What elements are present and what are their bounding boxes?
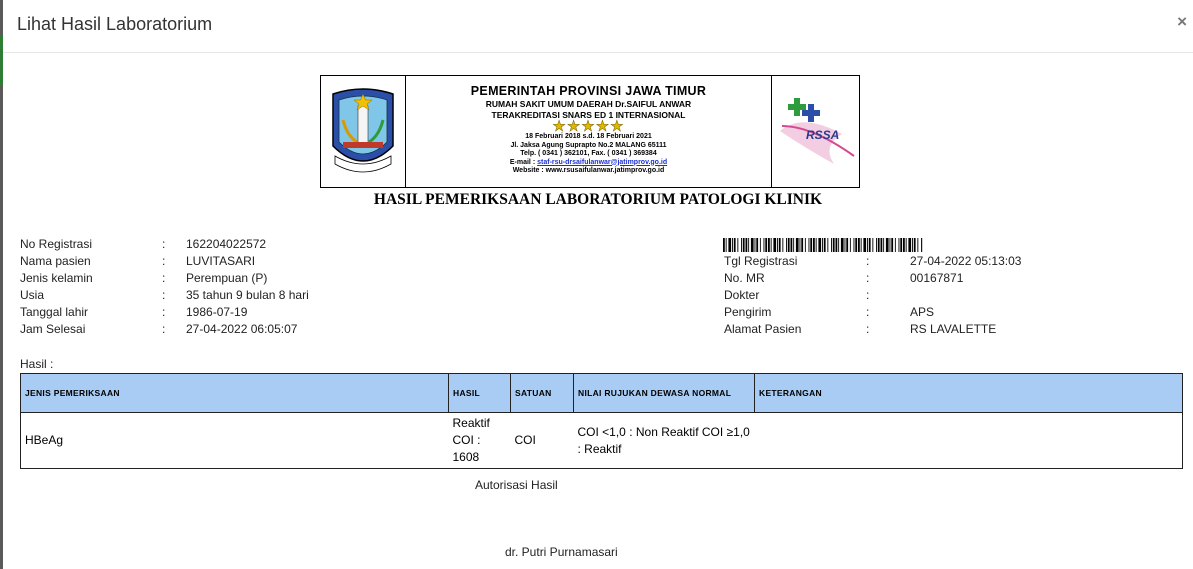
patient-info-right bbox=[724, 254, 1164, 339]
barcode-bar bbox=[841, 238, 844, 252]
barcode-bar bbox=[732, 238, 733, 252]
barcode-bar bbox=[818, 238, 821, 252]
government-name: PEMERINTAH PROVINSI JAWA TIMUR bbox=[470, 84, 707, 98]
barcode-bar bbox=[765, 238, 767, 252]
barcode-bar bbox=[813, 238, 815, 252]
east-java-emblem-icon bbox=[321, 76, 406, 187]
column-header-unit: SATUAN bbox=[511, 374, 574, 413]
medical-record-number: 00167871 bbox=[910, 271, 964, 285]
info-label: Tgl Registrasi bbox=[724, 254, 798, 268]
barcode-bar bbox=[890, 238, 891, 252]
barcode-bar bbox=[760, 238, 761, 252]
test-reference: COI <1,0 : Non Reaktif COI ≥1,0 : Reaktif bbox=[574, 413, 755, 469]
barcode-bar bbox=[741, 238, 742, 252]
info-row bbox=[724, 288, 1164, 305]
barcode-bar bbox=[805, 238, 806, 252]
info-label: Alamat Pasien bbox=[724, 322, 802, 336]
barcode-bar bbox=[734, 238, 736, 252]
barcode-bar bbox=[845, 238, 846, 252]
column-header-reference: NILAI RUJUKAN DEWASA NORMAL bbox=[574, 374, 755, 413]
rssa-logo-text: RSSA bbox=[806, 128, 840, 142]
test-unit: COI bbox=[511, 413, 574, 469]
accreditation: TERAKREDITASI SNARS ED 1 INTERNASIONAL bbox=[491, 110, 686, 120]
registration-number: 162204022572 bbox=[186, 237, 267, 251]
barcode-bar bbox=[771, 238, 772, 252]
info-colon: : bbox=[162, 254, 166, 268]
barcode-bar bbox=[827, 238, 828, 252]
barcode-bar bbox=[793, 238, 794, 252]
info-colon: : bbox=[162, 271, 166, 285]
info-label: Pengirim bbox=[724, 305, 772, 319]
barcode-bar bbox=[726, 238, 727, 252]
info-label: Nama pasien bbox=[20, 254, 91, 268]
results-label: Hasil : bbox=[20, 357, 54, 371]
barcode-bar bbox=[773, 238, 776, 252]
info-row bbox=[20, 305, 420, 322]
modal-header bbox=[3, 0, 1193, 53]
column-header-result: HASIL bbox=[449, 374, 511, 413]
hospital-address: Jl. Jaksa Agung Suprapto No.2 MALANG 65111 bbox=[510, 141, 667, 149]
test-notes bbox=[755, 413, 1183, 469]
barcode-bar bbox=[824, 238, 826, 252]
barcode-bar bbox=[906, 238, 907, 252]
patient-birthdate: 1986-07-19 bbox=[186, 305, 248, 319]
lab-result-modal bbox=[3, 0, 1193, 569]
info-colon: : bbox=[866, 305, 870, 319]
barcode-bar bbox=[912, 238, 913, 252]
barcode-bar bbox=[891, 238, 893, 252]
barcode-bar bbox=[728, 238, 731, 252]
barcode-bar bbox=[810, 238, 812, 252]
barcode-icon bbox=[723, 238, 923, 252]
barcode-bar bbox=[737, 238, 738, 252]
barcode-bar bbox=[855, 238, 857, 252]
barcode-bar bbox=[903, 238, 905, 252]
info-label: Usia bbox=[20, 288, 45, 302]
info-row bbox=[724, 271, 1164, 288]
barcode-bar bbox=[756, 238, 758, 252]
barcode-bar bbox=[801, 238, 803, 252]
hospital-name: RUMAH SAKIT UMUM DAERAH Dr.SAIFUL ANWAR bbox=[485, 99, 692, 109]
barcode-bar bbox=[791, 238, 793, 252]
barcode-bar bbox=[917, 238, 918, 252]
barcode-bar bbox=[886, 238, 889, 252]
barcode-bar bbox=[854, 238, 855, 252]
hospital-email-line bbox=[406, 159, 771, 168]
info-label: Dokter bbox=[724, 288, 760, 302]
barcode-bar bbox=[743, 238, 745, 252]
barcode-bar bbox=[863, 238, 866, 252]
barcode-bar bbox=[751, 238, 754, 252]
barcode-bar bbox=[895, 238, 896, 252]
barcode-bar bbox=[816, 238, 817, 252]
info-colon: : bbox=[866, 322, 870, 336]
barcode-bar bbox=[755, 238, 756, 252]
completion-time: 27-04-2022 06:05:07 bbox=[186, 322, 298, 336]
results-table bbox=[20, 373, 1183, 469]
letterhead bbox=[320, 75, 860, 188]
info-row bbox=[20, 322, 420, 339]
barcode-bar bbox=[836, 238, 838, 252]
email-label: E-mail : bbox=[509, 158, 536, 166]
barcode-bar bbox=[786, 238, 787, 252]
report-title: HASIL PEMERIKSAAN LABORATORIUM PATOLOGI KLINIK bbox=[373, 191, 823, 208]
barcode-bar bbox=[878, 238, 880, 252]
info-row bbox=[20, 271, 420, 288]
barcode-bar bbox=[908, 238, 911, 252]
barcode-bar bbox=[850, 238, 851, 252]
info-label: No Registrasi bbox=[20, 237, 93, 251]
barcode-bar bbox=[809, 238, 810, 252]
barcode-bar bbox=[723, 238, 725, 252]
barcode-bar bbox=[796, 238, 799, 252]
barcode-bar bbox=[921, 238, 922, 252]
letterhead-text bbox=[406, 76, 771, 187]
column-header-test: JENIS PEMERIKSAAN bbox=[21, 374, 449, 413]
info-label: Jam Selesai bbox=[20, 322, 86, 336]
authorization-label: Autorisasi Hasil bbox=[475, 478, 558, 492]
barcode-bar bbox=[833, 238, 835, 252]
info-label: Jenis kelamin bbox=[20, 271, 93, 285]
patient-address: RS LAVALETTE bbox=[910, 322, 997, 336]
test-name: HBeAg bbox=[21, 413, 449, 469]
barcode-bar bbox=[872, 238, 873, 252]
barcode-bar bbox=[914, 238, 916, 252]
table-row bbox=[21, 413, 1183, 469]
barcode-bar bbox=[746, 238, 748, 252]
info-colon: : bbox=[162, 237, 166, 251]
info-row bbox=[20, 254, 420, 271]
barcode-bar bbox=[867, 238, 868, 252]
info-colon: : bbox=[866, 288, 870, 302]
barcode-bar bbox=[900, 238, 902, 252]
barcode-bar bbox=[876, 238, 877, 252]
info-row bbox=[724, 322, 1164, 339]
star-rating-icon: ★★★★★ bbox=[552, 118, 625, 135]
test-result: Reaktif COI : 1608 bbox=[449, 413, 511, 469]
barcode-bar bbox=[881, 238, 883, 252]
info-colon: : bbox=[162, 322, 166, 336]
patient-gender: Perempuan (P) bbox=[186, 271, 268, 285]
info-row bbox=[20, 237, 420, 254]
hospital-website: Website : www.rsusaifulanwar.jatimprov.go.id bbox=[512, 167, 665, 174]
modal-title: Lihat Hasil Laboratorium bbox=[17, 14, 213, 34]
registration-date: 27-04-2022 05:13:03 bbox=[910, 254, 1022, 268]
barcode-bar bbox=[777, 238, 778, 252]
email-link[interactable]: staf-rsu-drsaifulanwar@jatimprov.go.id bbox=[537, 158, 668, 166]
patient-age: 35 tahun 9 bulan 8 hari bbox=[186, 288, 309, 302]
authorizing-doctor: dr. Putri Purnamasari bbox=[505, 545, 618, 559]
rssa-logo bbox=[771, 76, 859, 187]
info-label: No. MR bbox=[724, 271, 765, 285]
hospital-phone: Telp. ( 0341 ) 362101, Fax. ( 0341 ) 369384 bbox=[520, 150, 657, 157]
barcode-bar bbox=[782, 238, 783, 252]
barcode-bar bbox=[822, 238, 823, 252]
info-colon: : bbox=[866, 254, 870, 268]
barcode-bar bbox=[779, 238, 781, 252]
patient-name: LUVITASARI bbox=[186, 254, 256, 268]
barcode-bar bbox=[800, 238, 801, 252]
info-label: Tanggal lahir bbox=[20, 305, 89, 319]
close-icon[interactable]: × bbox=[1177, 12, 1187, 31]
barcode-bar bbox=[858, 238, 860, 252]
info-colon: : bbox=[162, 288, 166, 302]
info-colon: : bbox=[866, 271, 870, 285]
barcode-bar bbox=[861, 238, 862, 252]
patient-info-left bbox=[20, 237, 420, 339]
info-colon: : bbox=[162, 305, 166, 319]
barcode-bar bbox=[838, 238, 839, 252]
barcode-bar bbox=[869, 238, 871, 252]
info-row bbox=[20, 288, 420, 305]
barcode-bar bbox=[883, 238, 884, 252]
barcode-bar bbox=[846, 238, 848, 252]
info-row bbox=[724, 305, 1164, 322]
barcode-bar bbox=[748, 238, 749, 252]
sender: APS bbox=[910, 305, 935, 319]
barcode-bar bbox=[899, 238, 900, 252]
accreditation-period: 18 Februari 2018 s.d. 18 Februari 2021 bbox=[525, 133, 652, 140]
barcode-bar bbox=[764, 238, 765, 252]
info-row bbox=[724, 254, 1164, 271]
column-header-notes: KETERANGAN bbox=[755, 374, 1183, 413]
barcode-bar bbox=[768, 238, 770, 252]
barcode-bar bbox=[831, 238, 832, 252]
barcode-bar bbox=[788, 238, 790, 252]
table-header-row bbox=[21, 374, 1183, 413]
